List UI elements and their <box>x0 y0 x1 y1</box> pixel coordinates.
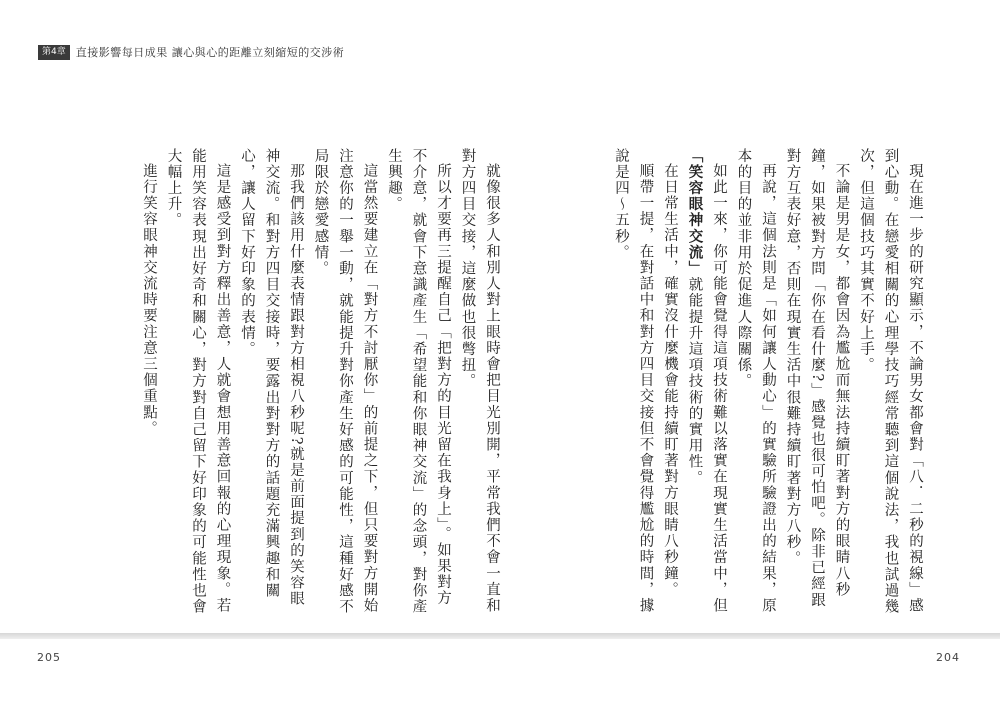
page-number-right: 204 <box>936 651 960 664</box>
bold-term: 「笑容眼神交流」 <box>686 148 703 277</box>
paragraph-text: 如此一來，你可能會覺得這項技術難以落實在現實生活當中，但 <box>711 162 727 614</box>
header-title: 直接影響每日成果 讓心與心的距離立刻縮短的交涉術 <box>75 46 345 59</box>
paragraph: 就像很多人和別人對上眼時會把目光別開，平常我們不會一直和對方四目交接，這麼做也很彆扭。 <box>459 148 500 614</box>
paragraph: 所以才要再三提醒自己「把對方的目光留在我身上」。如果對方不介意，就會下意識產生「希望能和你眼神交流」的念頭，對你產生興趣。 <box>386 148 451 615</box>
paragraph-text: 就能提升這項技術的實用性。 <box>686 276 703 487</box>
paragraph: 進行笑容眼神交流時要注意三個重點。 <box>141 162 157 437</box>
paragraph: 在日常生活中，確實沒什麼機會能持續盯著對方眼睛八秒鐘。 <box>662 162 678 598</box>
paragraph: 這當然要建立在「對方不討厭你」的前提之下，但只要對方開始注意你的一舉一動，就能提升對你產生好感的可能性，這種好感不局限於戀愛感情。 <box>312 148 378 615</box>
paragraph <box>682 148 731 618</box>
right-page-body <box>495 148 927 618</box>
left-page-body <box>84 148 504 618</box>
paragraph: 那我們該用什麼表情跟對方相視八秒呢?就是前面提到的笑容眼神交流。和對方四目交接時，要露出對對方的話題充滿興趣和關心，讓人留下好印象的表情。 <box>239 148 304 607</box>
paragraph: 這是感受到對方釋出善意，人就會想用善意回報的心理現象。若能用笑容表現出好奇和關心，對方對自己留下好印象的可能性也會大幅上升。 <box>165 148 231 615</box>
paragraph: 再說，這個法則是「如何讓人動心」的實驗所驗證出的結果，原本的目的並非用於促進人際關係。 <box>735 148 776 614</box>
page-number-left: 205 <box>37 651 61 664</box>
paragraph: 順帶一提，在對話中和對方四目交接但不會覺得尷尬的時間，據說是四～五秒。 <box>613 148 654 614</box>
chapter-badge: 第4章 <box>38 45 70 60</box>
paragraph: 不論是男是女，都會因為尷尬而無法持續盯著對方的眼睛八秒鐘，如果被對方問「你在看什麼?」感覺也很可怕吧。除非已經跟對方互表好意，否則在現實生活中很難持續盯著對方八秒。 <box>784 148 850 609</box>
paragraph: 現在進一步的研究顯示，不論男女都會對「八．二秒的視線」感到心動。在戀愛相關的心理學技巧經常聽到這個說法，我也試過幾次，但這個技巧其實不好上手。 <box>858 148 923 615</box>
running-header <box>38 44 344 60</box>
page-bottom-band <box>0 633 1000 639</box>
